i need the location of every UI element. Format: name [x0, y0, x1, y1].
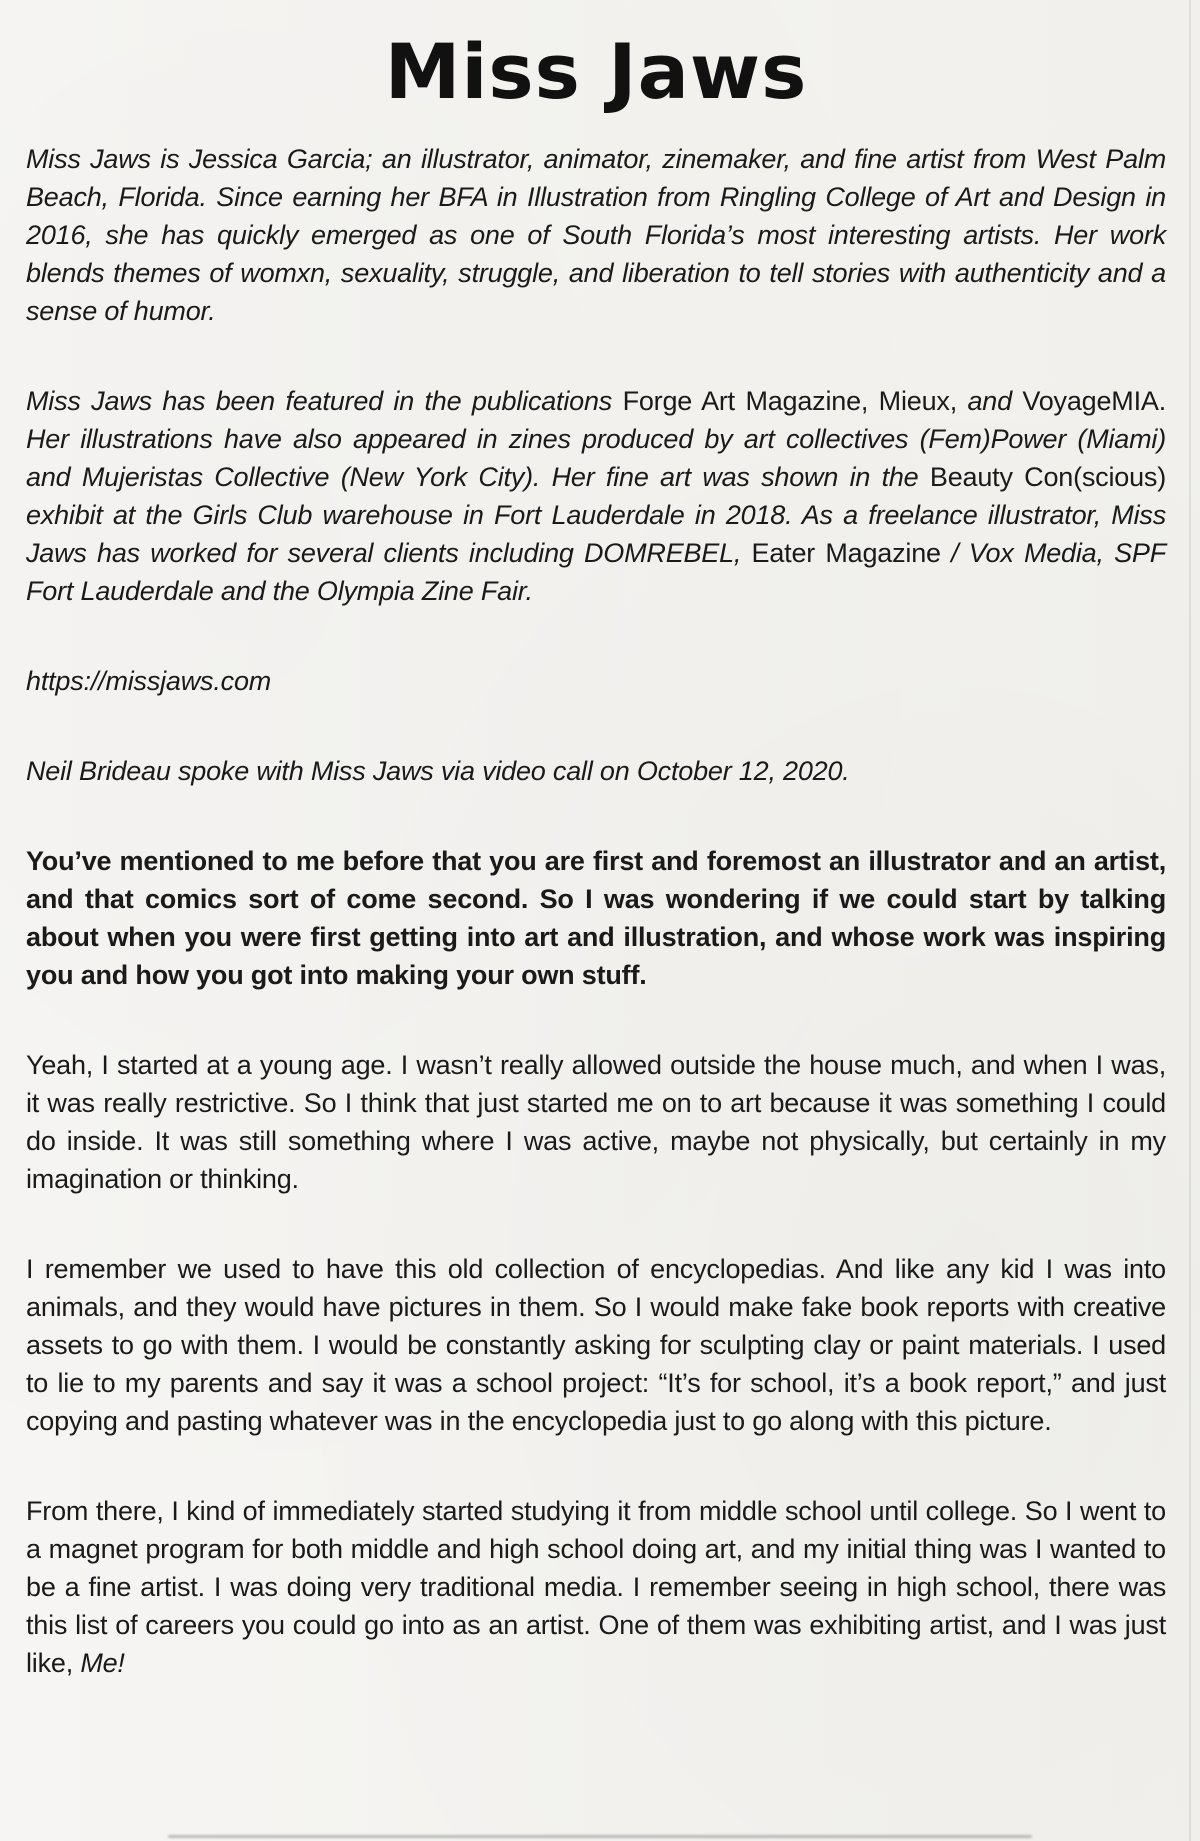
text-segment: https://missjaws.com [26, 665, 272, 696]
paragraph-bio-intro [26, 140, 1166, 330]
text-segment: Miss Jaws is Jessica Garcia; an illustrator, animator, zinemaker, and fine artist from West Palm Beach, Florida. Since earning her BFA in Illustration from Ringling College of Art and Design in 2016, she has quickly emerged as one of South Florida’s most interesting artists. Her work blends themes of womxn, sexuality, struggle, and liberation to tell stories with authenticity and a sense of humor. [26, 143, 1166, 326]
paragraph-question-1 [26, 842, 1166, 994]
paragraph-website-url [26, 662, 1166, 700]
scan-bottom-artifact [168, 1835, 1032, 1838]
text-segment: / Vox Media, SPF Fort Lauderdale and the Olympia Zine Fair. [26, 537, 1166, 606]
text-segment: Beauty Con(scious) [929, 461, 1166, 492]
paragraph-answer-1 [26, 1046, 1166, 1198]
text-segment: From there, I kind of immediately started studying it from middle school until college. So I went to a magnet program for both middle and high school doing art, and my initial thing was I wanted to be a fine artist. I was doing very traditional media. I remember seeing in high school, there was this list of careers you could go into as an artist. One of them was exhibiting artist, and I was just like, [26, 1495, 1166, 1678]
text-segment: and [957, 385, 1023, 416]
text-segment: Me! [80, 1647, 125, 1678]
article-body [26, 140, 1166, 1682]
paragraph-answer-2 [26, 1250, 1166, 1440]
paragraph-interview-note [26, 752, 1166, 790]
text-segment: Yeah, I started at a young age. I wasn’t really allowed outside the house much, and when I was, it was really restrictive. So I think that just started me on to art because it was something I could do inside. It was still something where I was active, maybe not physically, but certainly in my imagination or thinking. [26, 1049, 1166, 1194]
scan-edge-line [1189, 0, 1191, 1841]
text-segment: Her illustrations have also appeared in zines produced by art collectives (Fem)Power (Miami) and Mujeristas Collective (New York City). Her fine art was shown in the [26, 423, 1166, 492]
text-segment: Neil Brideau spoke with Miss Jaws via video call on October 12, 2020. [26, 755, 850, 786]
text-segment: Miss Jaws has been featured in the publications [26, 385, 623, 416]
text-segment: exhibit at the Girls Club warehouse in Fort Lauderdale in 2018. As a freelance illustrator, Miss Jaws has worked for several clients including DOMREBEL, [26, 499, 1166, 568]
text-segment: VoyageMIA. [1022, 385, 1166, 416]
text-segment: You’ve mentioned to me before that you are first and foremost an illustrator and an artist, and that comics sort of come second. So I was wondering if we could start by talking about when you were first getting into art and illustration, and whose work was inspiring you and how you got into making your own stuff. [26, 845, 1166, 990]
page-title: Miss Jaws [384, 27, 808, 116]
text-segment: Forge Art Magazine, Mieux, [622, 385, 958, 416]
text-segment: Eater Magazine [751, 537, 941, 568]
paragraph-answer-3 [26, 1492, 1166, 1682]
paragraph-bio-credits [26, 382, 1166, 610]
text-segment: I remember we used to have this old collection of encyclopedias. And like any kid I was into animals, and they would have pictures in them. So I would make fake book reports with creative assets to go with them. I would be constantly asking for sculpting clay or paint materials. I used to lie to my parents and say it was a school project: “It’s for school, it’s a book report,” and just copying and pasting whatever was in the encyclopedia just to go along with this picture. [26, 1253, 1166, 1436]
